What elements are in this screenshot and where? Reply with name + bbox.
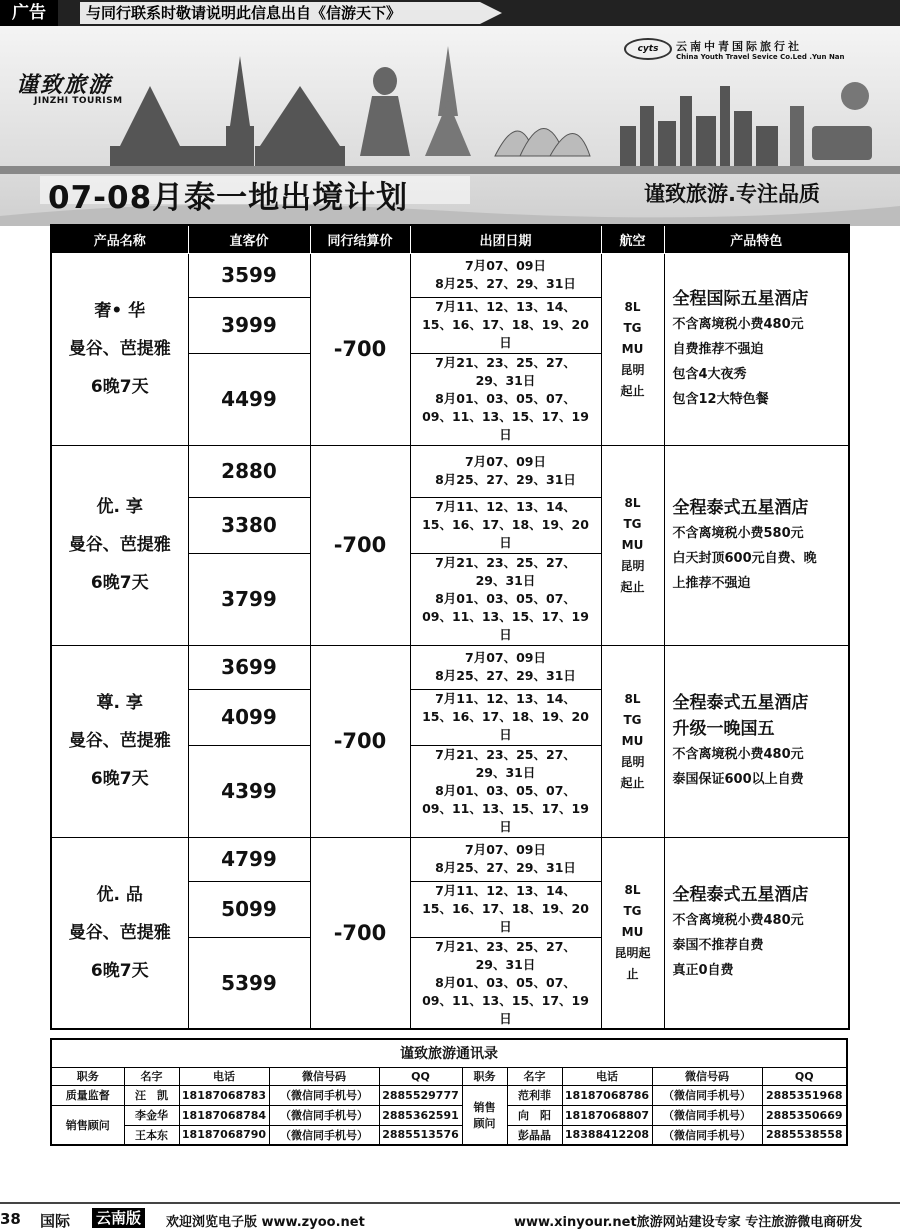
contact-col-header: 职务	[462, 1067, 507, 1085]
airline-line: MU	[621, 925, 644, 940]
feature-line: 泰国不推荐自费	[672, 938, 764, 954]
trade-settlement-price: -700	[310, 837, 410, 1029]
airline-line: 起止	[620, 579, 645, 594]
departure-dates	[410, 553, 601, 645]
cyts-emblem-icon: cyts	[624, 38, 672, 60]
contact-qq: 2885538558	[762, 1125, 847, 1145]
date-line: 09、11、13、15、17、19	[422, 409, 589, 424]
product-name-cell	[51, 445, 188, 645]
col-header: 出团日期	[410, 225, 601, 253]
plan-title: 07-08月泰一地出境计划	[48, 180, 409, 216]
date-line: 日	[499, 1010, 512, 1026]
contact-phone: 18187068786	[562, 1085, 652, 1105]
date-line: 8月01、03、05、07、	[435, 391, 576, 406]
date-line: 7月11、12、13、14、	[435, 299, 576, 314]
date-line: 7月21、23、25、27、	[435, 747, 576, 762]
departure-dates	[410, 297, 601, 353]
retail-price: 4799	[188, 837, 310, 881]
airline-line: 8L	[624, 495, 641, 510]
col-header: 同行结算价	[310, 225, 410, 253]
feature-headline: 全程泰式五星酒店	[672, 885, 809, 906]
feature-line: 不含离境税小费480元	[672, 913, 804, 929]
airline-cell	[601, 445, 664, 645]
date-line: 日	[499, 335, 512, 350]
feature-line: 不含离境税小费480元	[672, 747, 804, 762]
retail-price: 3699	[188, 645, 310, 689]
contact-qq: 2885362591	[379, 1105, 462, 1125]
product-name-cell	[51, 645, 188, 837]
airline-cell	[601, 253, 664, 445]
ad-label: 广告	[0, 0, 58, 26]
departure-dates	[410, 837, 601, 881]
product-name-cell	[51, 837, 188, 1029]
contact-col-header: QQ	[379, 1067, 462, 1085]
feature-headline: 全程国际五星酒店	[672, 289, 809, 309]
feature-headline: 全程泰式五星酒店	[672, 693, 809, 713]
date-line: 8月25、27、29、31日	[435, 860, 576, 875]
product-name-line: 曼谷、芭提雅	[68, 535, 171, 555]
date-line: 日	[499, 427, 512, 442]
contact-wechat: （微信同手机号）	[269, 1125, 379, 1145]
contact-row	[51, 1085, 847, 1105]
contact-wechat: （微信同手机号）	[269, 1085, 379, 1105]
airline-line: 8L	[624, 299, 641, 314]
departure-dates	[410, 937, 601, 1029]
date-line: 7月21、23、25、27、	[435, 555, 576, 570]
product-row	[51, 837, 849, 881]
product-name-line: 6晚7天	[90, 573, 149, 593]
airline-line: 起止	[620, 775, 645, 790]
date-line: 09、11、13、15、17、19	[422, 801, 589, 816]
retail-price: 3599	[188, 253, 310, 297]
product-name-line: 6晚7天	[90, 960, 149, 981]
retail-price: 3380	[188, 497, 310, 553]
product-features	[664, 445, 849, 645]
date-line: 09、11、13、15、17、19	[422, 609, 589, 624]
feature-line: 包含12大特色餐	[672, 392, 769, 407]
product-name-cell	[51, 253, 188, 445]
section-label: 国际	[40, 1212, 71, 1230]
contact-col-header: 电话	[179, 1067, 269, 1085]
airline-line: TG	[623, 320, 642, 335]
retail-price: 5099	[188, 881, 310, 937]
contact-col-header: QQ	[762, 1067, 847, 1085]
product-name-line: 优. 享	[96, 497, 143, 517]
retail-price: 4399	[188, 745, 310, 837]
airline-line: MU	[621, 341, 644, 356]
contact-wechat: （微信同手机号）	[652, 1105, 762, 1125]
footer-divider	[0, 1202, 900, 1204]
date-line: 8月01、03、05、07、	[435, 974, 576, 990]
date-line: 29、31日	[475, 573, 536, 588]
page-number: 38	[0, 1210, 21, 1228]
product-features	[664, 837, 849, 1029]
contact-qq: 2885513576	[379, 1125, 462, 1145]
date-line: 8月25、27、29、31日	[435, 276, 576, 291]
retail-price: 4099	[188, 689, 310, 745]
contact-name: 王本东	[124, 1125, 179, 1145]
contact-col-header: 名字	[124, 1067, 179, 1085]
departure-dates	[410, 881, 601, 937]
airline-line: TG	[623, 904, 642, 919]
feature-line: 上推荐不强迫	[672, 575, 751, 591]
date-line: 8月25、27、29、31日	[435, 472, 576, 487]
product-name-line: 6晚7天	[90, 769, 149, 789]
departure-dates	[410, 253, 601, 297]
departure-dates	[410, 497, 601, 553]
col-header: 直客价	[188, 225, 310, 253]
contact-name: 彭晶晶	[507, 1125, 562, 1145]
col-header: 产品特色	[664, 225, 849, 253]
date-line: 日	[499, 535, 512, 550]
contact-role-line: 销售	[473, 1100, 496, 1114]
product-features	[664, 253, 849, 445]
contact-qq: 2885529777	[379, 1085, 462, 1105]
contact-col-header: 微信号码	[652, 1067, 762, 1085]
slogan: 谨致旅游.专注品质	[644, 182, 820, 206]
trade-settlement-price: -700	[310, 253, 410, 445]
product-row	[51, 645, 849, 689]
airline-line: 昆明起	[614, 946, 651, 961]
contact-phone: 18187068783	[179, 1085, 269, 1105]
contact-phone: 18187068790	[179, 1125, 269, 1145]
date-line: 日	[499, 727, 512, 742]
contact-name: 汪 凯	[124, 1085, 179, 1105]
product-row	[51, 253, 849, 297]
feature-line: 包含4大夜秀	[672, 367, 747, 382]
date-line: 15、16、17、18、19、20	[422, 317, 589, 332]
date-line: 7月07、09日	[465, 258, 546, 273]
col-header: 产品名称	[51, 225, 188, 253]
product-name-line: 曼谷、芭提雅	[68, 922, 171, 943]
date-line: 29、31日	[475, 373, 536, 388]
table-header-row	[51, 225, 849, 253]
date-line: 7月21、23、25、27、	[435, 938, 576, 954]
date-line: 09、11、13、15、17、19	[422, 992, 589, 1008]
date-line: 7月07、09日	[465, 454, 546, 469]
contact-col-header: 名字	[507, 1067, 562, 1085]
contact-row	[51, 1125, 847, 1145]
feature-headline: 全程泰式五星酒店	[672, 497, 809, 518]
airline-line: 昆明	[620, 362, 645, 377]
header-banner	[0, 26, 900, 226]
product-name-line: 曼谷、芭提雅	[68, 731, 171, 751]
source-notice: 与同行联系时敬请说明此信息出自《信游天下》	[80, 2, 480, 24]
contact-col-header: 职务	[51, 1067, 124, 1085]
date-line: 7月11、12、13、14、	[435, 499, 576, 514]
contact-header-row	[51, 1067, 847, 1085]
departure-dates	[410, 353, 601, 445]
airline-line: 昆明	[620, 558, 645, 573]
date-line: 日	[499, 627, 512, 642]
airline-cell	[601, 645, 664, 837]
contact-name: 向 阳	[507, 1105, 562, 1125]
contact-title: 谨致旅游通讯录	[51, 1039, 847, 1067]
departure-dates	[410, 445, 601, 497]
date-line: 7月21、23、25、27、	[435, 355, 576, 370]
feature-headline: 升级一晚国五	[672, 719, 775, 739]
contact-phone: 18187068807	[562, 1105, 652, 1125]
feature-line: 不含离境税小费580元	[672, 525, 804, 541]
departure-dates	[410, 645, 601, 689]
contact-qq: 2885350669	[762, 1105, 847, 1125]
airline-line: 起止	[620, 383, 645, 398]
product-name-line: 曼谷、芭提雅	[68, 339, 171, 359]
tour-plan-table	[50, 224, 850, 1030]
feature-line: 不含离境税小费480元	[672, 317, 804, 332]
date-line: 7月11、12、13、14、	[435, 691, 576, 706]
departure-dates	[410, 745, 601, 837]
departure-dates	[410, 689, 601, 745]
date-line: 7月07、09日	[465, 650, 546, 665]
product-name-line: 优. 品	[96, 884, 143, 905]
contact-col-header: 微信号码	[269, 1067, 379, 1085]
product-name-line: 6晚7天	[90, 377, 149, 397]
airline-line: 昆明	[620, 754, 645, 769]
airline-line: 止	[626, 967, 639, 982]
date-line: 7月07、09日	[465, 842, 546, 857]
date-line: 日	[499, 919, 512, 934]
feature-line: 自费推荐不强迫	[672, 342, 764, 357]
trade-settlement-price: -700	[310, 445, 410, 645]
product-row	[51, 445, 849, 497]
top-banner	[0, 0, 900, 26]
contact-directory	[50, 1038, 848, 1146]
contact-role: 质量监督	[51, 1085, 124, 1105]
footer-ad-text: www.xinyour.net旅游网站建设专家 专注旅游微电商研发	[514, 1215, 863, 1230]
date-line: 日	[499, 819, 512, 834]
retail-price: 5399	[188, 937, 310, 1029]
airline-cell	[601, 837, 664, 1029]
contact-col-header: 电话	[562, 1067, 652, 1085]
contact-wechat: （微信同手机号）	[652, 1085, 762, 1105]
trade-settlement-price: -700	[310, 645, 410, 837]
product-features	[664, 645, 849, 837]
date-line: 7月11、12、13、14、	[435, 883, 576, 898]
airline-line: TG	[623, 712, 642, 727]
contact-phone: 18388412208	[562, 1125, 652, 1145]
date-line: 15、16、17、18、19、20	[422, 709, 589, 724]
feature-line: 白天封顶600元自费、晚	[672, 550, 817, 566]
feature-line: 真正0自费	[672, 963, 734, 979]
edition-badge: 云南版	[92, 1208, 145, 1228]
date-line: 15、16、17、18、19、20	[422, 901, 589, 916]
airline-line: TG	[623, 516, 642, 531]
retail-price: 2880	[188, 445, 310, 497]
contact-name: 范利菲	[507, 1085, 562, 1105]
contact-name: 李金华	[124, 1105, 179, 1125]
contact-row	[51, 1105, 847, 1125]
airline-line: 8L	[624, 883, 641, 898]
contact-role-line: 顾问	[473, 1116, 496, 1130]
date-line: 29、31日	[475, 956, 536, 972]
feature-line: 泰国保证600以上自费	[672, 772, 804, 787]
date-line: 8月01、03、05、07、	[435, 591, 576, 606]
contact-wechat: （微信同手机号）	[269, 1105, 379, 1125]
col-header: 航空	[601, 225, 664, 253]
jinzhi-logo-subtitle: JINZHI TOURISM	[34, 96, 123, 106]
contact-phone: 18187068784	[179, 1105, 269, 1125]
retail-price: 3799	[188, 553, 310, 645]
airline-line: MU	[621, 537, 644, 552]
date-line: 29、31日	[475, 765, 536, 780]
contact-wechat: （微信同手机号）	[652, 1125, 762, 1145]
airline-line: MU	[621, 733, 644, 748]
airline-line: 8L	[624, 691, 641, 706]
contact-qq: 2885351968	[762, 1085, 847, 1105]
contact-role: 销售顾问	[51, 1105, 124, 1145]
date-line: 8月01、03、05、07、	[435, 783, 576, 798]
agency-name: 云南中青国际旅行社	[676, 40, 802, 53]
browse-notice: 欢迎浏览电子版 www.zyoo.net	[166, 1215, 365, 1230]
agency-name-english: China Youth Travel Sevice Co.Led .Yun Nan	[676, 53, 845, 61]
contact-role	[462, 1085, 507, 1145]
retail-price: 3999	[188, 297, 310, 353]
jinzhi-logo: 谨致旅游	[16, 72, 113, 98]
product-name-line: 尊. 享	[96, 693, 143, 713]
date-line: 8月25、27、29、31日	[435, 668, 576, 683]
product-name-line: 奢• 华	[94, 301, 146, 321]
date-line: 15、16、17、18、19、20	[422, 517, 589, 532]
retail-price: 4499	[188, 353, 310, 445]
